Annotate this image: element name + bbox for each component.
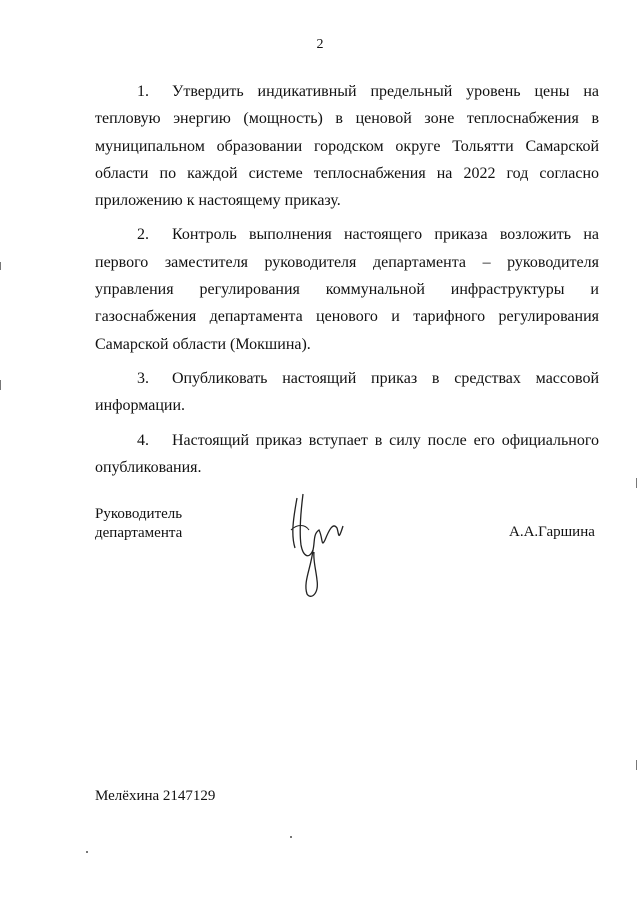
handwritten-signature [283,490,353,600]
page-number: 2 [316,37,324,52]
item-number: 4. [137,431,149,449]
order-item-4 [95,427,599,482]
order-item-1 [95,78,599,214]
order-item-2 [95,221,599,357]
scan-edge-mark [636,760,637,770]
signatory-title [95,505,182,543]
scan-edge-mark [290,836,292,838]
item-number: 2. [137,226,149,244]
signatory-title-line1: Руководитель [95,506,183,522]
scan-edge-mark [86,851,88,853]
scan-edge-mark [636,478,637,488]
scan-edge-mark [0,262,1,270]
item-text: Утвердить индикативный предельный уровень цены на тепловую энергию (мощность) в ценовой зоне теплоснабжения в муниципальном образовании городском округе Тольятти Самарской области по каждой системе теплоснабжения на 2022 год согласно приложению к настоящему приказу. [95,83,599,210]
signatory-title-line2: департамента [95,525,183,541]
order-body [95,78,599,488]
item-text: Настоящий приказ вступает в силу после его официального опубликования. [95,431,599,476]
item-text: Контроль выполнения настоящего приказа возложить на первого заместителя руководителя департамента – руководителя управления регулирования коммунальной инфраструктуры и газоснабжения департамента ценового и тарифного регулирования Самарской области (Мокшина). [95,226,599,353]
signatory-name: А.А.Гаршина [509,524,595,540]
executor-footer: Мелёхина 2147129 [95,788,216,804]
scan-edge-mark [0,380,1,390]
item-number: 1. [137,83,149,100]
item-number: 3. [137,369,149,387]
item-text: Опубликовать настоящий приказ в средствах массовой информации. [95,369,599,415]
order-item-3 [95,365,599,420]
